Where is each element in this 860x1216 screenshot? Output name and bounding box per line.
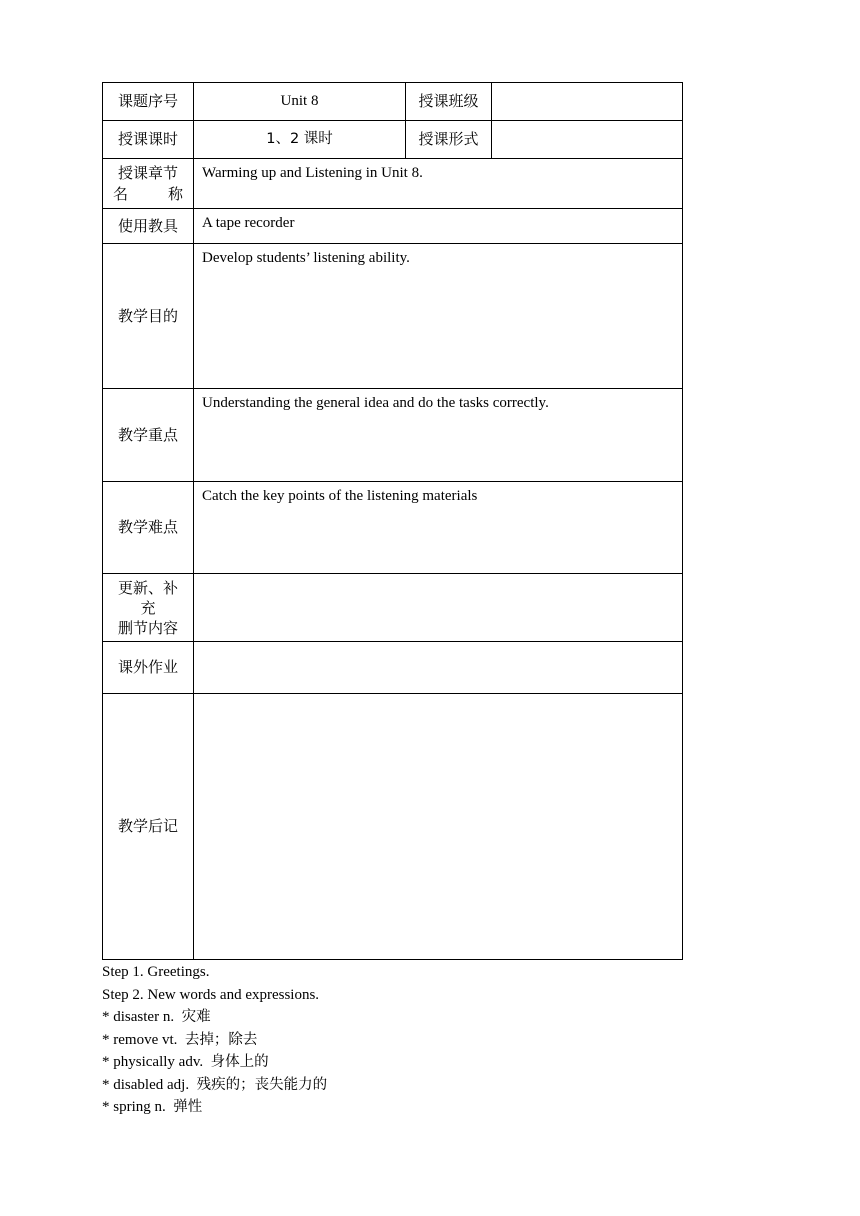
row-lesson-number <box>103 83 683 121</box>
vocab-en: * spring n. <box>102 1099 166 1115</box>
vocab-item <box>102 1096 722 1119</box>
vocab-zh: 灾难 <box>181 1009 211 1025</box>
label-homework: 课外作业 <box>103 642 194 694</box>
vocab-en: * physically adv. <box>102 1054 204 1070</box>
vocab-item <box>102 1029 722 1052</box>
step-2: Step 2. New words and expressions. <box>102 986 320 1003</box>
vocab-zh: 残疾的；丧失能力的 <box>196 1076 328 1093</box>
label-reflection: 教学后记 <box>103 694 194 960</box>
row-key-points <box>103 389 683 482</box>
value-tools: A tape recorder <box>194 209 683 244</box>
row-update <box>103 574 683 642</box>
label-aim: 教学目的 <box>103 244 194 389</box>
label-chapter-line2 <box>103 184 193 205</box>
vocab-zh: 去掉；除去 <box>184 1031 258 1048</box>
row-chapter <box>103 159 683 209</box>
label-chapter-char-a: 名 <box>113 185 129 203</box>
value-update <box>194 574 683 642</box>
label-chapter-char-b: 称 <box>167 185 183 203</box>
value-aim: Develop students’ listening ability. <box>194 244 683 389</box>
value-teaching-form <box>492 121 683 159</box>
row-aim <box>103 244 683 389</box>
label-update-line1: 更新、补 <box>117 578 178 597</box>
label-difficulty: 教学难点 <box>103 482 194 574</box>
row-homework <box>103 642 683 694</box>
label-update-line2: 充 <box>140 598 156 617</box>
label-update <box>103 574 194 642</box>
value-chapter: Warming up and Listening in Unit 8. <box>194 159 683 209</box>
label-teaching-form: 授课形式 <box>406 121 492 159</box>
value-periods: 1、2 课时 <box>194 121 406 159</box>
lesson-notes <box>102 961 722 1119</box>
value-reflection <box>194 694 683 960</box>
row-difficulty <box>103 482 683 574</box>
row-periods <box>103 121 683 159</box>
label-chapter <box>103 159 194 209</box>
row-tools <box>103 209 683 244</box>
row-reflection <box>103 694 683 960</box>
label-lesson-number: 课题序号 <box>103 83 194 121</box>
label-tools: 使用教具 <box>103 209 194 244</box>
vocab-item <box>102 1006 722 1029</box>
vocab-item <box>102 1074 722 1097</box>
vocab-en: * disaster n. <box>102 1009 175 1025</box>
label-update-line3: 删节内容 <box>117 618 178 637</box>
lesson-plan-table <box>102 82 683 960</box>
value-key-points: Understanding the general idea and do the tasks correctly. <box>194 389 683 482</box>
value-class <box>492 83 683 121</box>
label-chapter-line1: 授课章节 <box>117 164 178 182</box>
label-class: 授课班级 <box>406 83 492 121</box>
value-difficulty: Catch the key points of the listening materials <box>194 482 683 574</box>
label-key-points: 教学重点 <box>103 389 194 482</box>
value-lesson-number: Unit 8 <box>194 83 406 121</box>
vocab-en: * remove vt. <box>102 1031 178 1048</box>
step-1: Step 1. Greetings. <box>102 964 210 980</box>
vocab-zh: 弹性 <box>173 1099 203 1115</box>
vocab-item <box>102 1051 722 1074</box>
vocab-en: * disabled adj. <box>102 1076 190 1093</box>
vocab-zh: 身体上的 <box>210 1054 269 1070</box>
value-homework <box>194 642 683 694</box>
label-periods: 授课课时 <box>103 121 194 159</box>
